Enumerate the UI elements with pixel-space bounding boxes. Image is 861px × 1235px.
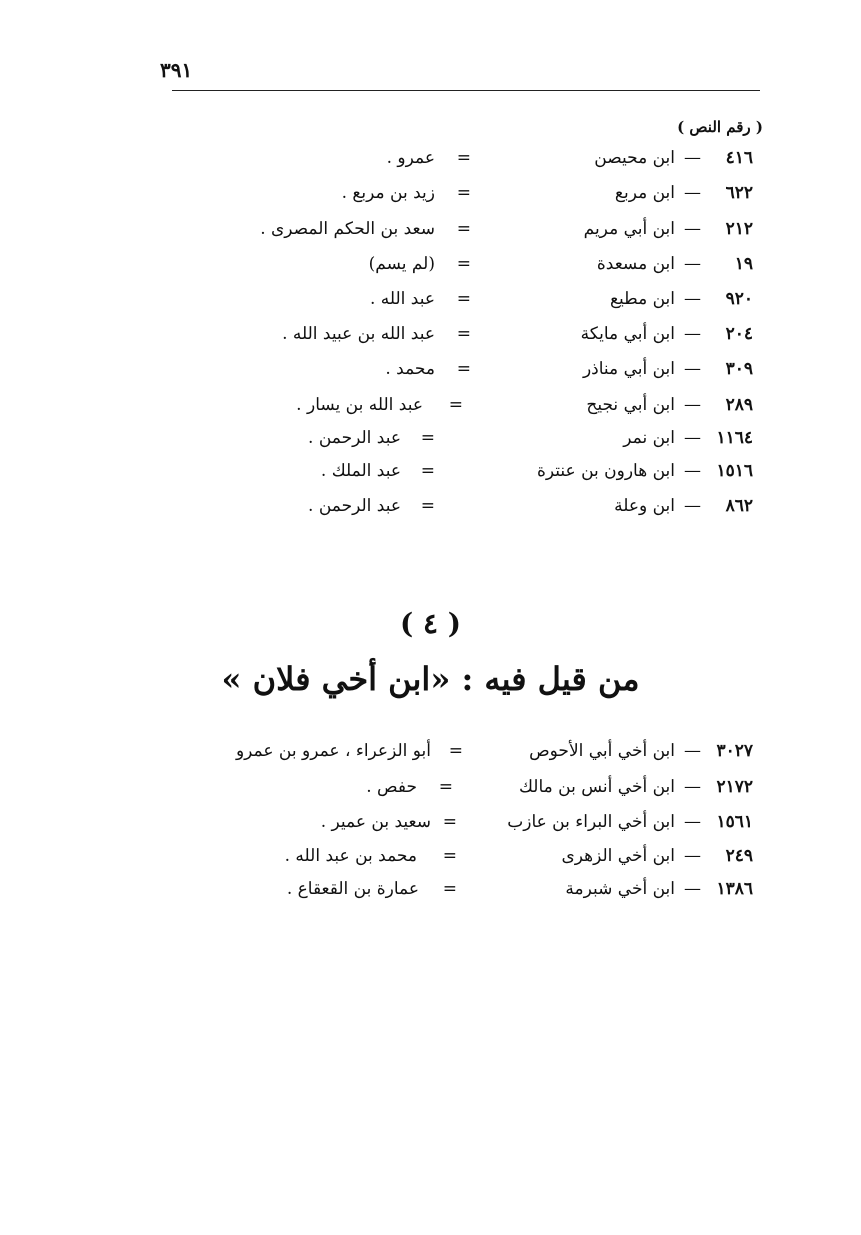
entry-dash: —: [684, 461, 701, 481]
entry-equals: =: [442, 812, 457, 832]
entry-dash: —: [684, 254, 701, 274]
entry-number: ٢١٢: [725, 219, 753, 239]
entry-value: عمرو .: [386, 148, 435, 168]
section-label: ( رقم النص ): [677, 118, 763, 136]
entry-equals: =: [420, 496, 435, 516]
entry-equals: =: [420, 461, 435, 481]
entry-row: [103, 428, 753, 458]
entry-number: ١٩: [734, 254, 753, 274]
entry-dash: —: [684, 148, 701, 168]
entry-name: ابن أبي مريم: [583, 219, 675, 239]
entry-row: [103, 219, 753, 249]
entry-name: ابن محيصن: [594, 148, 675, 168]
entry-value: أبو الزعراء ، عمرو بن عمرو: [235, 741, 431, 761]
entry-value: محمد بن عبد الله .: [284, 846, 417, 866]
entry-value: عبد الله بن يسار .: [296, 395, 423, 415]
entry-row: [103, 461, 753, 491]
entry-value: زيد بن مربع .: [341, 183, 435, 203]
entry-name: ابن أخي البراء بن عازب: [507, 812, 675, 832]
entry-name: ابن نمر: [623, 428, 675, 448]
entry-value: عمارة بن القعقاع .: [286, 879, 419, 899]
entry-equals: =: [438, 777, 453, 797]
entry-dash: —: [684, 741, 701, 761]
entry-row: [63, 741, 753, 771]
entry-value: حفص .: [366, 777, 417, 797]
entry-number: ٣٠٩: [725, 359, 753, 379]
entry-equals: =: [456, 219, 471, 239]
entry-row: [103, 395, 753, 425]
entry-value: عبد الرحمن .: [308, 428, 401, 448]
entry-value: سعد بن الحكم المصرى .: [260, 219, 435, 239]
entry-number: ٤١٦: [725, 148, 753, 168]
entry-dash: —: [684, 324, 701, 344]
header-rule: [172, 90, 760, 91]
entry-dash: —: [684, 777, 701, 797]
entry-dash: —: [684, 879, 701, 899]
section-number: ( ٤ ): [399, 607, 462, 640]
entry-number: ١١٦٤: [716, 428, 753, 448]
entry-equals: =: [456, 148, 471, 168]
entry-row: [63, 812, 753, 842]
entry-name: ابن مربع: [614, 183, 675, 203]
entry-number: ٢٠٤: [725, 324, 753, 344]
entry-name: ابن هارون بن عنترة: [536, 461, 675, 481]
entry-name: ابن أخي شبرمة: [565, 879, 675, 899]
entry-number: ٨٦٢: [725, 496, 753, 516]
entry-number: ١٣٨٦: [716, 879, 753, 899]
entry-row: [103, 359, 753, 389]
entry-number: ٢٨٩: [725, 395, 753, 415]
entry-number: ١٥٦١: [716, 812, 753, 832]
entry-equals: =: [456, 183, 471, 203]
entry-row: [103, 289, 753, 319]
entry-value: عبد الرحمن .: [308, 496, 401, 516]
entry-value: عبد الله بن عبيد الله .: [282, 324, 435, 344]
entry-value: (لم يسم): [368, 254, 435, 274]
entry-name: ابن أخي الزهرى: [561, 846, 675, 866]
entry-equals: =: [456, 359, 471, 379]
entry-number: ٦٢٢: [725, 183, 753, 203]
entry-name: ابن أبي نجيح: [586, 395, 675, 415]
entry-equals: =: [456, 324, 471, 344]
entry-row: [103, 148, 753, 178]
entry-row: [103, 254, 753, 284]
entry-row: [103, 183, 753, 213]
entry-row: [63, 879, 753, 909]
entry-number: ١٥١٦: [716, 461, 753, 481]
entry-name: ابن أبي مناذر: [582, 359, 675, 379]
entry-value: عبد الملك .: [320, 461, 401, 481]
entry-equals: =: [420, 428, 435, 448]
entry-number: ٩٢٠: [725, 289, 753, 309]
entry-row: [103, 324, 753, 354]
entry-row: [103, 496, 753, 526]
entry-equals: =: [448, 741, 463, 761]
entry-dash: —: [684, 289, 701, 309]
entry-name: ابن مطيع: [609, 289, 675, 309]
entry-name: ابن وعلة: [614, 496, 675, 516]
entry-dash: —: [684, 846, 701, 866]
entry-value: محمد .: [385, 359, 435, 379]
entry-dash: —: [684, 812, 701, 832]
entry-number: ٢٤٩: [725, 846, 753, 866]
entry-value: عبد الله .: [369, 289, 435, 309]
entry-equals: =: [456, 289, 471, 309]
entry-dash: —: [684, 395, 701, 415]
entry-row: [63, 777, 753, 807]
entry-dash: —: [684, 428, 701, 448]
entry-number: ٢١٧٢: [716, 777, 753, 797]
entry-dash: —: [684, 183, 701, 203]
entry-name: ابن أخي أنس بن مالك: [518, 777, 675, 797]
entry-value: سعيد بن عمير .: [320, 812, 431, 832]
entry-dash: —: [684, 359, 701, 379]
entry-name: ابن مسعدة: [596, 254, 675, 274]
entry-dash: —: [684, 496, 701, 516]
entry-equals: =: [442, 879, 457, 899]
entry-name: ابن أبي مايكة: [580, 324, 675, 344]
entry-row: [63, 846, 753, 876]
entry-dash: —: [684, 219, 701, 239]
page-number: ٣٩١: [160, 58, 193, 82]
entry-number: ٣٠٢٧: [716, 741, 753, 761]
section-title: من قيل فيه : «ابن أخي فلان »: [221, 660, 640, 698]
entry-equals: =: [448, 395, 463, 415]
entry-equals: =: [442, 846, 457, 866]
entry-name: ابن أخي أبي الأحوص: [529, 741, 675, 761]
entry-equals: =: [456, 254, 471, 274]
